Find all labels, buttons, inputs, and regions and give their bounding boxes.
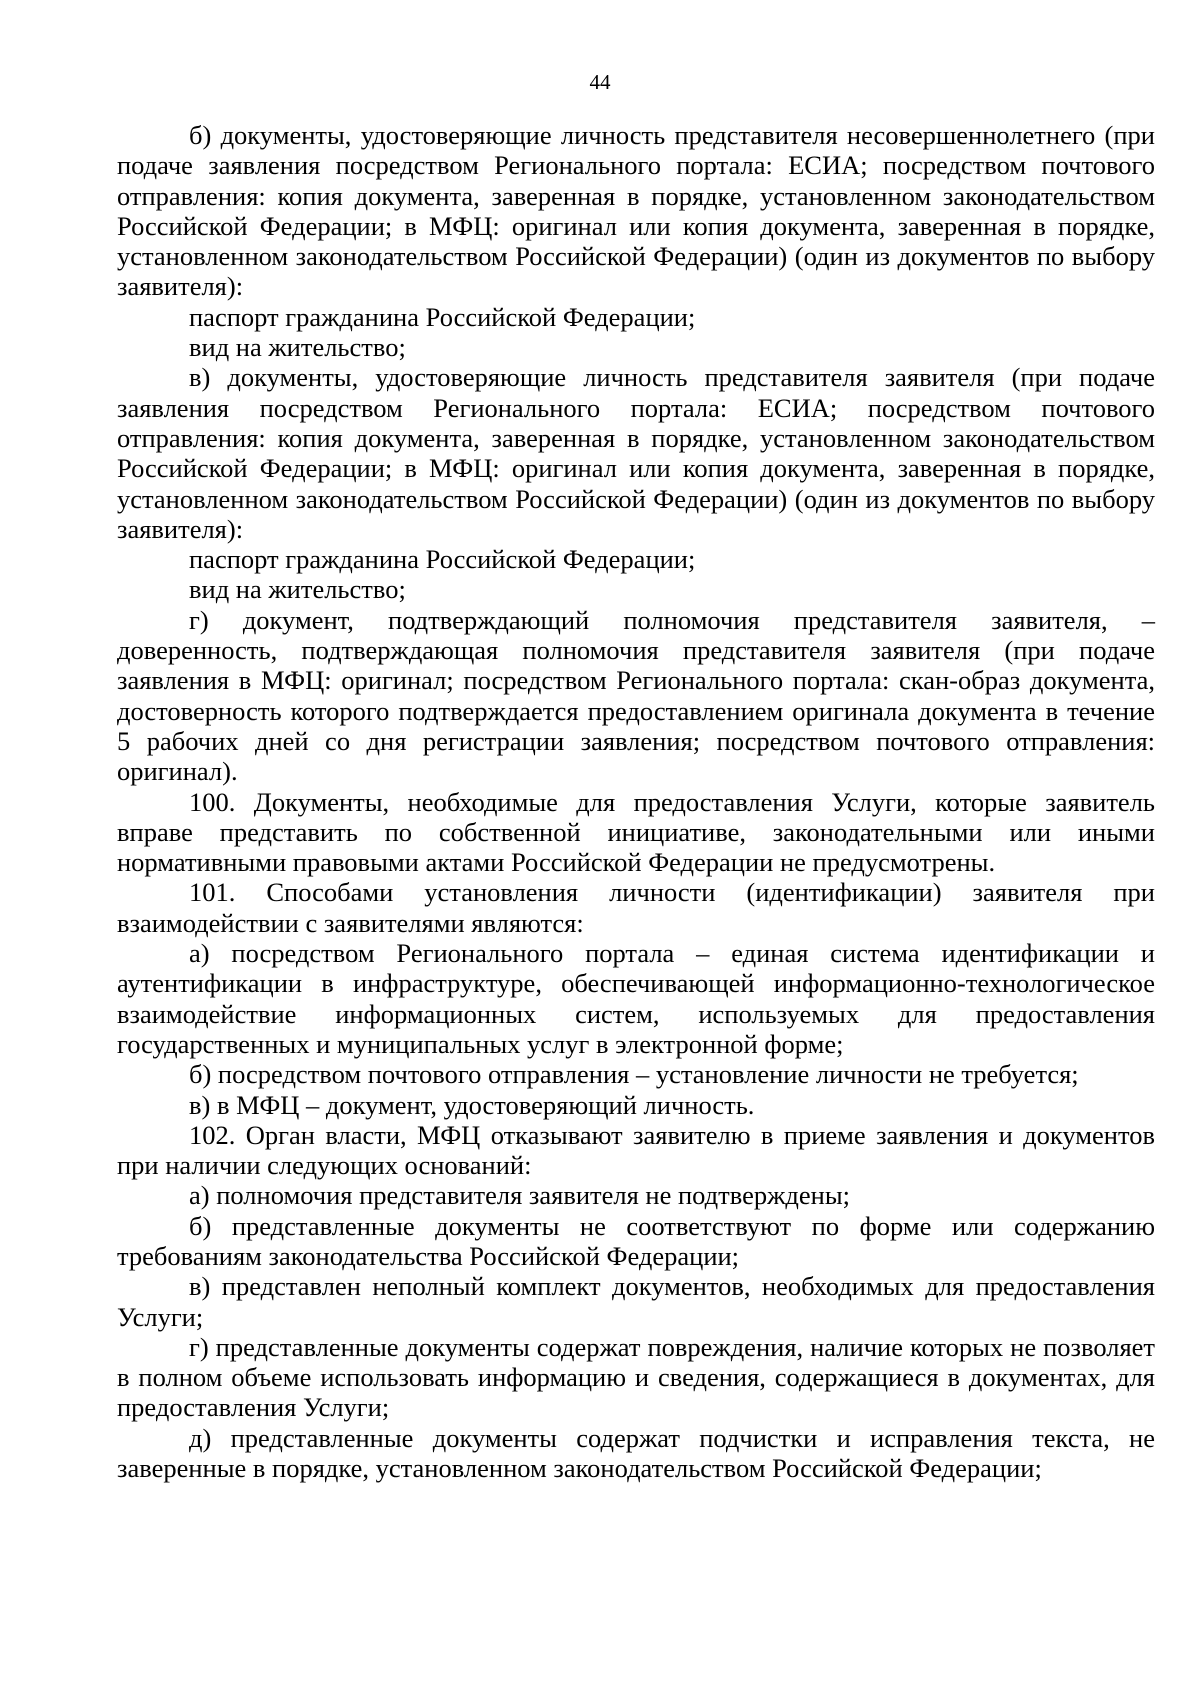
paragraph-101: 101. Способами установления личности (идентификации) заявителя при взаимодействии с заявителями являются: bbox=[117, 877, 1155, 938]
paragraph-v-representative-applicant: в) документы, удостоверяющие личность представителя заявителя (при подаче заявления посредством Регионального портала: ЕСИА; посредством почтового отправления: копия документа, заверенная в порядке, установленном законодательством Российской Федерации; в МФЦ: оригинал или копия документа, заверенная в порядке, установленном законодательством Российской Федерации) (один из документов по выбору заявителя): bbox=[117, 362, 1155, 544]
paragraph-101-b: б) посредством почтового отправления – установление личности не требуется; bbox=[189, 1059, 1079, 1090]
list-item-residence-permit: вид на жительство; bbox=[189, 574, 406, 605]
paragraph-102-g: г) представленные документы содержат повреждения, наличие которых не позволяет в полном объеме использовать информацию и сведения, содержащиеся в документах, для предоставления Услуги; bbox=[117, 1331, 1155, 1423]
paragraph-102-a: а) полномочия представителя заявителя не подтверждены; bbox=[189, 1180, 850, 1211]
document-body bbox=[117, 120, 1155, 1483]
paragraph-100: 100. Документы, необходимые для предоставления Услуги, которые заявитель вправе представить по собственной инициативе, законодательными или иными нормативными правовыми актами Российской Федерации не предусмотрены. bbox=[117, 786, 1155, 878]
paragraph-101-a: а) посредством Регионального портала – единая система идентификации и аутентификации в инфраструктуре, обеспечивающей информационно-технологическое взаимодействие информационных систем, используемых для предоставления государственных и муниципальных услуг в электронной форме; bbox=[117, 938, 1155, 1059]
paragraph-102-d: д) представленные документы содержат подчистки и исправления текста, не заверенные в порядке, установленном законодательством Российской Федерации; bbox=[117, 1422, 1155, 1484]
paragraph-102-b: б) представленные документы не соответствуют по форме или содержанию требованиям законодательства Российской Федерации; bbox=[117, 1210, 1155, 1271]
paragraph-b-representative-minor: б) документы, удостоверяющие личность представителя несовершеннолетнего (при подаче заявления посредством Регионального портала: ЕСИА; посредством почтового отправления: копия документа, заверенная в порядке, установленном законодательством Российской Федерации; в МФЦ: оригинал или копия документа, заверенная в порядке, установленном законодательством Российской Федерации) (один из документов по выбору заявителя): bbox=[117, 120, 1155, 302]
list-item-passport: паспорт гражданина Российской Федерации; bbox=[189, 301, 696, 332]
paragraph-102-v: в) представлен неполный комплект документов, необходимых для предоставления Услуги; bbox=[117, 1271, 1155, 1332]
paragraph-g-power-of-attorney: г) документ, подтверждающий полномочия представителя заявителя, – доверенность, подтверждающая полномочия представителя заявителя (при подаче заявления в МФЦ: оригинал; посредством Регионального портала: скан-образ документа, достоверность которого подтверждается предоставлением оригинала документа в течение 5 рабочих дней со дня регистрации заявления; посредством почтового отправления: оригинал). bbox=[117, 604, 1155, 787]
paragraph-101-v: в) в МФЦ – документ, удостоверяющий личность. bbox=[189, 1089, 755, 1120]
list-item-passport: паспорт гражданина Российской Федерации; bbox=[189, 544, 696, 575]
list-item-residence-permit: вид на жительство; bbox=[189, 332, 406, 363]
page-number: 44 bbox=[589, 70, 611, 94]
paragraph-102: 102. Орган власти, МФЦ отказывают заявителю в приеме заявления и документов при наличии следующих оснований: bbox=[117, 1119, 1155, 1181]
